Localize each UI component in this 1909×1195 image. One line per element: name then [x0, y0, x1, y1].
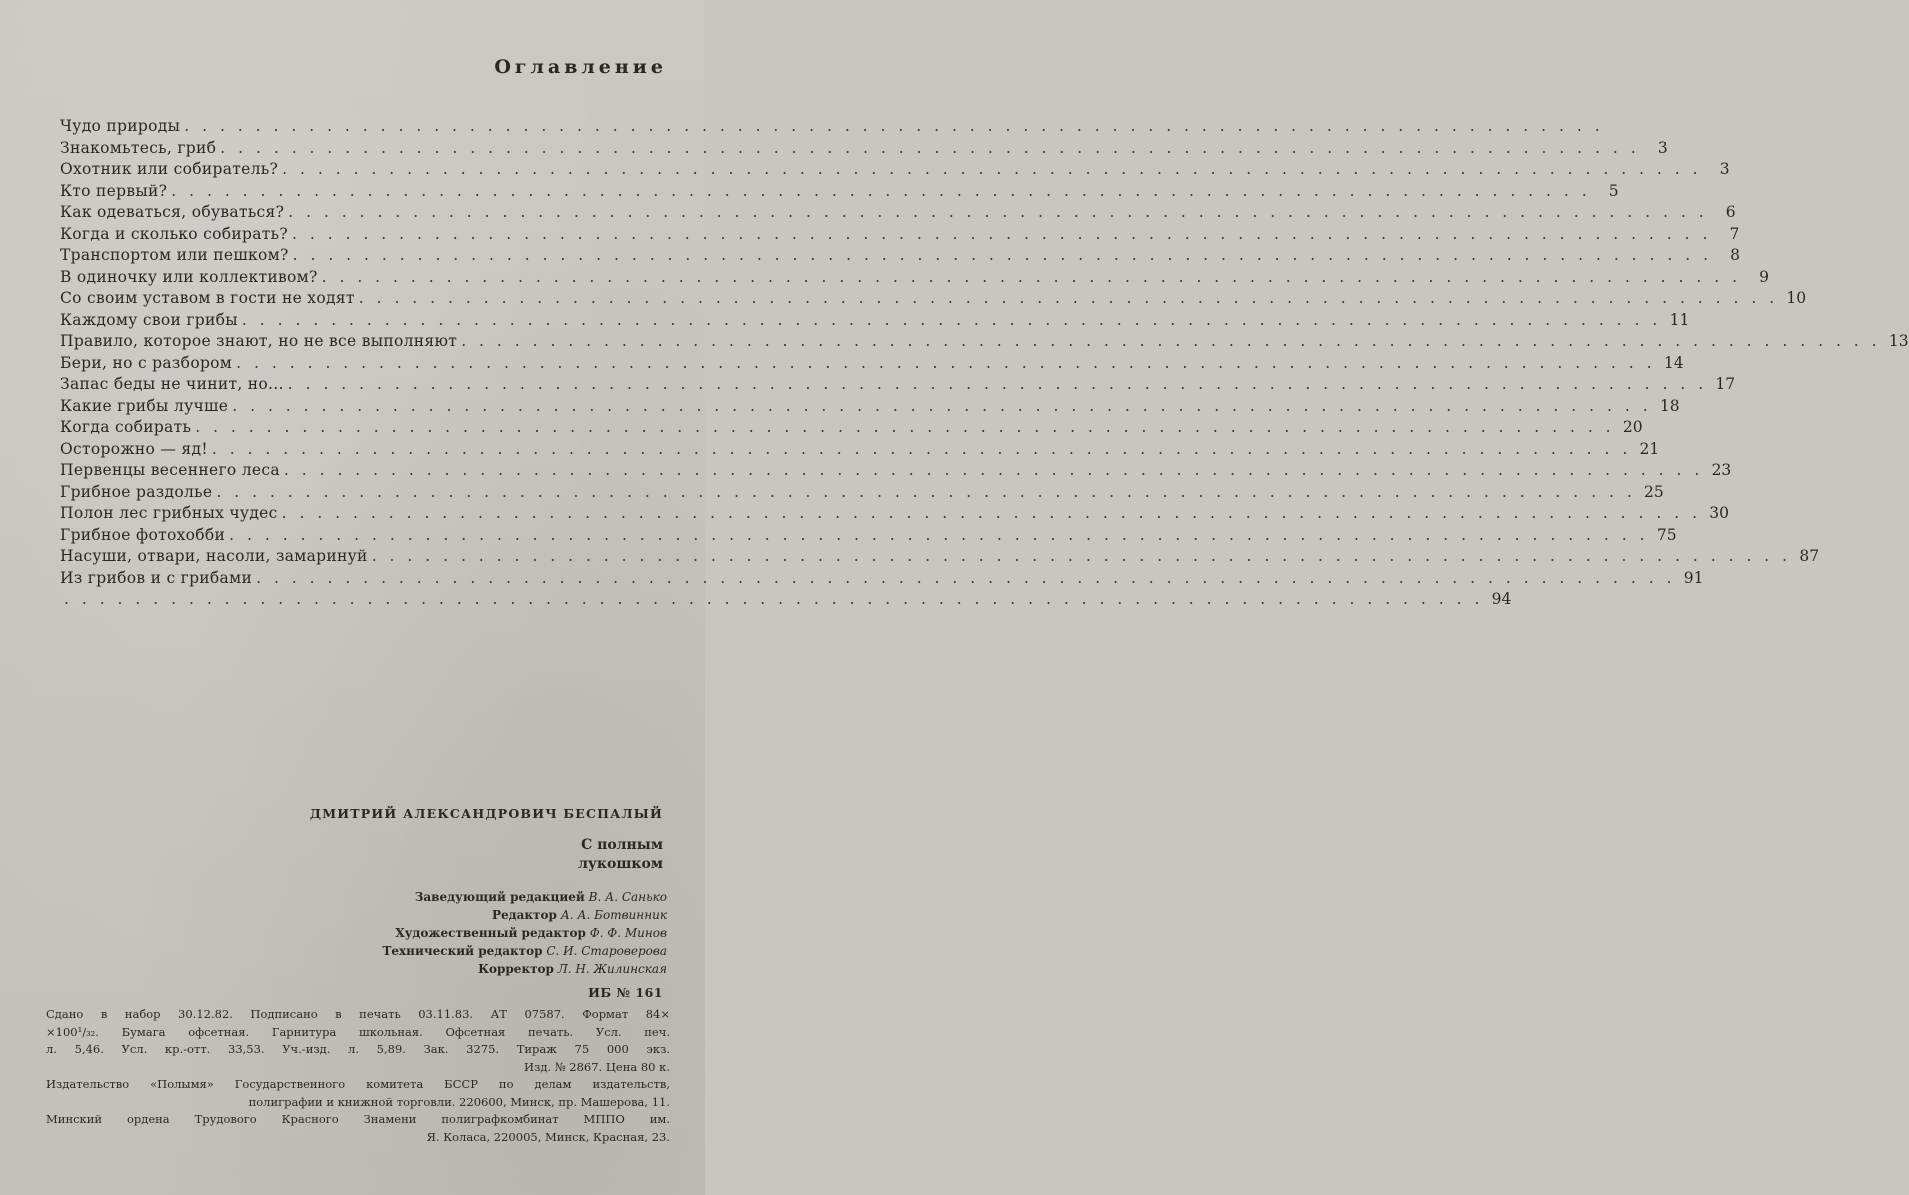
toc-entry-page: 30: [1709, 504, 1730, 522]
toc-entry: [60, 267, 1770, 289]
toc-entry: [60, 396, 1680, 418]
credit-name: Л. Н. Жилинская: [557, 962, 667, 976]
toc-leader-dots: . . . . . . . . . . . . . . . . . . . . . . . . . . . . . . . . . . . . . . . . . . . . . . . . . . . . . . . . . . . . . . . . . . . . . . . . . . . . . . . .: [195, 418, 1615, 436]
toc-entry-page: 23: [1711, 461, 1732, 479]
toc-entry: [60, 159, 1730, 181]
toc-entry-page: 9: [1759, 267, 1770, 286]
toc-leader-dots: . . . . . . . . . . . . . . . . . . . . . . . . . . . . . . . . . . . . . . . . . . . . . . . . . . . . . . . . . . . . . . . . . . . . . . . . . . . . . . . .: [321, 267, 1742, 286]
imprint-line: Я. Коласа, 220005, Минск, Красная, 23.: [426, 1129, 670, 1144]
toc-entry-title: Знакомьтесь, гриб: [60, 138, 217, 157]
toc-entry-title: Полон лес грибных чудес: [60, 504, 278, 522]
imprint-line: полиграфии и книжной торговли. 220600, Минск, пр. Машерова, 11.: [248, 1094, 670, 1109]
toc-entry-page: 25: [1644, 482, 1664, 501]
credit-name: В. А. Санько: [588, 890, 667, 904]
credit-role: Заведующий редакцией: [414, 890, 585, 904]
toc-entry: [60, 331, 1909, 353]
toc-entry: [60, 353, 1684, 375]
toc-entry-title: Осторожно — яд!: [60, 439, 208, 458]
imprint-line: Изд. № 2867. Цена 80 к.: [524, 1059, 670, 1074]
toc-leader-dots: . . . . . . . . . . . . . . . . . . . . . . . . . . . . . . . . . . . . . . . . . . . . . . . . . . . . . . . . . . . . . . . . . . . . . . . . . . . . . . . .: [241, 310, 1662, 329]
credits-block: [382, 888, 667, 978]
toc-leader-dots: . . . . . . . . . . . . . . . . . . . . . . . . . . . . . . . . . . . . . . . . . . . . . . . . . . . . . . . . . . . . . . . . . . . . . . . . . . . . . . . .: [171, 181, 1591, 200]
toc-leader-dots: . . . . . . . . . . . . . . . . . . . . . . . . . . . . . . . . . . . . . . . . . . . . . . . . . . . . . . . . . . . . . . . . . . . . . . . . . . . . . . . .: [64, 590, 1484, 608]
toc-leader-dots: . . . . . . . . . . . . . . . . . . . . . . . . . . . . . . . . . . . . . . . . . . . . . . . . . . . . . . . . . . . . . . . . . . . . . . . . . . . . . . . .: [256, 568, 1676, 587]
toc-entry: [60, 589, 1512, 611]
toc-entry-page: 11: [1669, 310, 1690, 329]
toc-entry-title: Как одеваться, обуваться?: [60, 203, 285, 221]
toc-heading: Оглавление: [494, 56, 667, 78]
imprint-block: [46, 998, 670, 1146]
toc-leader-dots: . . . . . . . . . . . . . . . . . . . . . . . . . . . . . . . . . . . . . . . . . . . . . . . . . . . . . . . . . . . . . . . . . . . . . . . . . . . . . . . .: [229, 525, 1649, 544]
toc-entry-page: 21: [1639, 439, 1660, 458]
table-of-contents: [60, 116, 1909, 611]
toc-leader-dots: . . . . . . . . . . . . . . . . . . . . . . . . . . . . . . . . . . . . . . . . . . . . . . . . . . . . . . . . . . . . . . . . . . . . . . . . . . . . . . . .: [232, 396, 1652, 415]
toc-entry: [60, 525, 1677, 547]
toc-leader-dots: . . . . . . . . . . . . . . . . . . . . . . . . . . . . . . . . . . . . . . . . . . . . . . . . . . . . . . . . . . . . . . . . . . . . . . . . . . . . . . . .: [358, 289, 1779, 307]
toc-entry: [60, 568, 1704, 590]
imprint-line: ×100¹/₃₂. Бумага офсетная. Гарнитура школьная. Офсетная печать. Усл. печ.: [46, 1024, 670, 1039]
toc-leader-dots: . . . . . . . . . . . . . . . . . . . . . . . . . . . . . . . . . . . . . . . . . . . . . . . . . . . . . . . . . . . . . . . . . . . . . . . . . . . . . . . .: [288, 203, 1708, 221]
imprint-line: л. 5,46. Усл. кр.-отт. 33,53. Уч.-изд. л. 5,89. Зак. 3275. Тираж 75 000 экз.: [46, 1042, 670, 1056]
toc-entry: [60, 224, 1740, 246]
toc-entry: [60, 288, 1807, 310]
toc-entry: [60, 181, 1619, 203]
toc-entry-title: Какие грибы лучше: [60, 396, 229, 415]
book-title-line: С полным: [581, 837, 663, 853]
toc-entry-title: Чудо природы: [60, 117, 181, 135]
toc-entry-page: 14: [1663, 353, 1684, 372]
toc-entry-page: 8: [1730, 246, 1741, 264]
toc-leader-dots: . . . . . . . . . . . . . . . . . . . . . . . . . . . . . . . . . . . . . . . . . . . . . . . . . . . . . . . . . . . . . . . . . . . . . . . . . . . . . . . .: [211, 439, 1632, 458]
toc-entry-title: Правило, которое знают, но не все выполняют: [60, 332, 458, 350]
toc-entry-title: Бери, но с разбором: [60, 353, 233, 372]
toc-entry: [60, 482, 1664, 504]
toc-entry-page: 6: [1725, 203, 1736, 221]
toc-entry-title: Транспортом или пешком?: [60, 246, 289, 264]
toc-entry: [60, 202, 1736, 224]
toc-entry-title: Каждому свои грибы: [60, 310, 238, 329]
toc-entry-page: 18: [1659, 396, 1680, 415]
toc-entry-page: 75: [1656, 525, 1677, 544]
credit-role: Художественный редактор: [395, 926, 586, 940]
book-title-line: лукошком: [578, 856, 663, 872]
toc-entry-title: Когда и сколько собирать?: [60, 224, 289, 243]
toc-entry-page: 10: [1786, 289, 1807, 307]
credit-name: Ф. Ф. Минов: [589, 926, 667, 940]
credit-name: С. И. Староверова: [546, 944, 667, 958]
toc-entry-page: 87: [1799, 547, 1820, 565]
toc-entry-page: 91: [1683, 568, 1704, 587]
toc-entry-page: 3: [1657, 138, 1668, 157]
toc-entry-title: Насуши, отвари, насоли, замаринуй: [60, 547, 368, 565]
toc-entry: [60, 138, 1668, 160]
toc-entry-title: Охотник или собиратель?: [60, 160, 279, 178]
toc-leader-dots: . . . . . . . . . . . . . . . . . . . . . . . . . . . . . . . . . . . . . . . . . . . . . . . . . . . . . . . . . . . . . . . . . . . . . . . . . . . . . . . .: [281, 504, 1702, 522]
credit-role: Редактор: [491, 908, 557, 922]
toc-entry-page: 3: [1719, 160, 1730, 178]
toc-entry-page: 13: [1888, 332, 1909, 350]
toc-entry-title: Со своим уставом в гости не ходят: [60, 289, 355, 307]
credit-line: [382, 942, 667, 960]
credit-line: [382, 906, 667, 924]
credit-line: [382, 888, 667, 906]
toc-entry: [60, 116, 1604, 138]
imprint-line: Сдано в набор 30.12.82. Подписано в печать 03.11.83. АТ 07587. Формат 84×: [46, 1007, 670, 1021]
toc-entry-title: Запас беды не чинит, но...: [60, 375, 284, 393]
toc-entry: [60, 460, 1732, 482]
toc-entry: [60, 245, 1741, 267]
imprint-line: Издательство «Полымя» Государственного комитета БССР по делам издательств,: [46, 1077, 670, 1091]
imprint-line: Минский ордена Трудового Красного Знамени полиграфкомбинат МППО им.: [46, 1112, 670, 1126]
toc-entry-page: 7: [1729, 224, 1740, 243]
toc-entry-title: Грибное фотохобби: [60, 525, 226, 544]
toc-leader-dots: . . . . . . . . . . . . . . . . . . . . . . . . . . . . . . . . . . . . . . . . . . . . . . . . . . . . . . . . . . . . . . . . . . . . . . . . . . . . . . . .: [292, 246, 1713, 264]
toc-entry-title: Первенцы весеннего леса: [60, 461, 280, 479]
toc-entry-page: 5: [1608, 181, 1619, 200]
credit-line: [382, 960, 667, 978]
credit-role: Корректор: [478, 962, 554, 976]
toc-leader-dots: . . . . . . . . . . . . . . . . . . . . . . . . . . . . . . . . . . . . . . . . . . . . . . . . . . . . . . . . . . . . . . . . . . . . . . . . . . . . . . . .: [461, 332, 1881, 350]
toc-entry-title: Грибное раздолье: [60, 482, 213, 501]
author-name: ДМИТРИЙ АЛЕКСАНДРОВИЧ БЕСПАЛЫЙ: [309, 806, 663, 821]
toc-leader-dots: . . . . . . . . . . . . . . . . . . . . . . . . . . . . . . . . . . . . . . . . . . . . . . . . . . . . . . . . . . . . . . . . . . . . . . . . . . . . . . . .: [220, 138, 1640, 157]
toc-entry: [60, 374, 1736, 396]
toc-leader-dots: . . . . . . . . . . . . . . . . . . . . . . . . . . . . . . . . . . . . . . . . . . . . . . . . . . . . . . . . . . . . . . . . . . . . . . . . . . . . . . . .: [236, 353, 1656, 372]
toc-leader-dots: . . . . . . . . . . . . . . . . . . . . . . . . . . . . . . . . . . . . . . . . . . . . . . . . . . . . . . . . . . . . . . . . . . . . . . . . . . . . . . . .: [371, 547, 1792, 565]
toc-leader-dots: . . . . . . . . . . . . . . . . . . . . . . . . . . . . . . . . . . . . . . . . . . . . . . . . . . . . . . . . . . . . . . . . . . . . . . . . . . . . . . . .: [184, 117, 1604, 135]
credit-role: Технический редактор: [382, 944, 543, 958]
toc-entry: [60, 417, 1643, 439]
ib-number: ИБ № 161: [588, 985, 663, 1000]
toc-entry: [60, 546, 1820, 568]
toc-entry-title: Кто первый?: [60, 181, 168, 200]
toc-leader-dots: . . . . . . . . . . . . . . . . . . . . . . . . . . . . . . . . . . . . . . . . . . . . . . . . . . . . . . . . . . . . . . . . . . . . . . . . . . . . . . . .: [287, 375, 1708, 393]
toc-leader-dots: . . . . . . . . . . . . . . . . . . . . . . . . . . . . . . . . . . . . . . . . . . . . . . . . . . . . . . . . . . . . . . . . . . . . . . . . . . . . . . . .: [216, 482, 1636, 501]
credit-line: [382, 924, 667, 942]
toc-entry-title: Когда собирать: [60, 418, 192, 436]
toc-leader-dots: . . . . . . . . . . . . . . . . . . . . . . . . . . . . . . . . . . . . . . . . . . . . . . . . . . . . . . . . . . . . . . . . . . . . . . . . . . . . . . . .: [292, 224, 1712, 243]
toc-entry-page: 17: [1715, 375, 1736, 393]
toc-leader-dots: . . . . . . . . . . . . . . . . . . . . . . . . . . . . . . . . . . . . . . . . . . . . . . . . . . . . . . . . . . . . . . . . . . . . . . . . . . . . . . . .: [282, 160, 1702, 178]
toc-entry: [60, 503, 1730, 525]
credit-name: А. А. Ботвинник: [560, 908, 667, 922]
toc-entry-title: Из грибов и с грибами: [60, 568, 253, 587]
toc-entry: [60, 310, 1690, 332]
book-title: [578, 836, 663, 874]
toc-leader-dots: . . . . . . . . . . . . . . . . . . . . . . . . . . . . . . . . . . . . . . . . . . . . . . . . . . . . . . . . . . . . . . . . . . . . . . . . . . . . . . . .: [283, 461, 1704, 479]
toc-entry-page: 20: [1622, 418, 1643, 436]
toc-entry: [60, 439, 1660, 461]
toc-entry-page: 94: [1491, 590, 1512, 608]
toc-entry-title: В одиночку или коллективом?: [60, 267, 318, 286]
